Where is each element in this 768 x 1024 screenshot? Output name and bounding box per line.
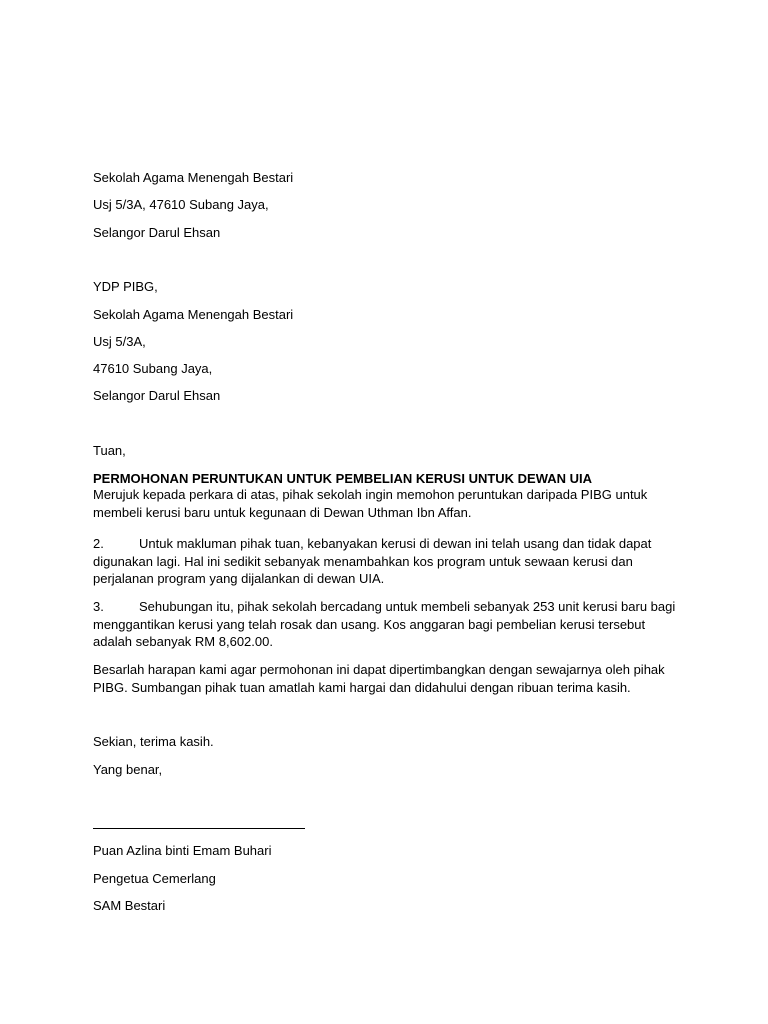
paragraph-text: Sehubungan itu, pihak sekolah bercadang untuk membeli sebanyak 253 unit kerusi baru bagi menggantikan kerusi yang telah rosak dan usang. Kos anggaran bagi pembelian kerusi tersebut adalah sebanyak RM 8,602.00. <box>93 599 676 649</box>
paragraph-text: Untuk makluman pihak tuan, kebanyakan kerusi di dewan ini telah usang dan tidak dapat digunakan lagi. Hal ini sedikit sebanyak menambahkan kos program untuk sewaan kerusi dan perjalanan program yang dijalankan di dewan UIA. <box>93 536 652 586</box>
recipient-line-3: Usj 5/3A, <box>93 334 146 349</box>
recipient-line-1: YDP PIBG, <box>93 279 158 294</box>
signatory-organization: SAM Bestari <box>93 898 166 913</box>
paragraph-number: 3. <box>93 599 104 614</box>
closing-line-1: Sekian, terima kasih. <box>93 734 214 749</box>
recipient-line-4: 47610 Subang Jaya, <box>93 361 213 376</box>
recipient-line-2: Sekolah Agama Menengah Bestari <box>93 307 294 322</box>
sender-line-3: Selangor Darul Ehsan <box>93 225 221 240</box>
signature-line <box>93 828 305 829</box>
sender-line-2: Usj 5/3A, 47610 Subang Jaya, <box>93 197 269 212</box>
recipient-line-5: Selangor Darul Ehsan <box>93 388 221 403</box>
body-paragraph-4: Besarlah harapan kami agar permohonan ini dapat dipertimbangkan dengan sewajarnya oleh pihak PIBG. Sumbangan pihak tuan amatlah kami hargai dan didahului dengan ribuan terima kasih. <box>93 662 665 695</box>
body-paragraph-1: Merujuk kepada perkara di atas, pihak sekolah ingin memohon peruntukan daripada PIBG untuk membeli kerusi baru untuk kegunaan di Dewan Uthman Ibn Affan. <box>93 487 648 520</box>
sender-line-1: Sekolah Agama Menengah Bestari <box>93 170 294 185</box>
salutation: Tuan, <box>93 443 126 458</box>
signatory-name: Puan Azlina binti Emam Buhari <box>93 843 272 858</box>
signatory-title: Pengetua Cemerlang <box>93 871 216 886</box>
body-paragraph-2 <box>93 535 683 588</box>
body-paragraph-3 <box>93 598 683 651</box>
letter-subject: PERMOHONAN PERUNTUKAN UNTUK PEMBELIAN KERUSI UNTUK DEWAN UIA <box>93 471 593 486</box>
closing-line-2: Yang benar, <box>93 762 163 777</box>
paragraph-number: 2. <box>93 536 104 551</box>
